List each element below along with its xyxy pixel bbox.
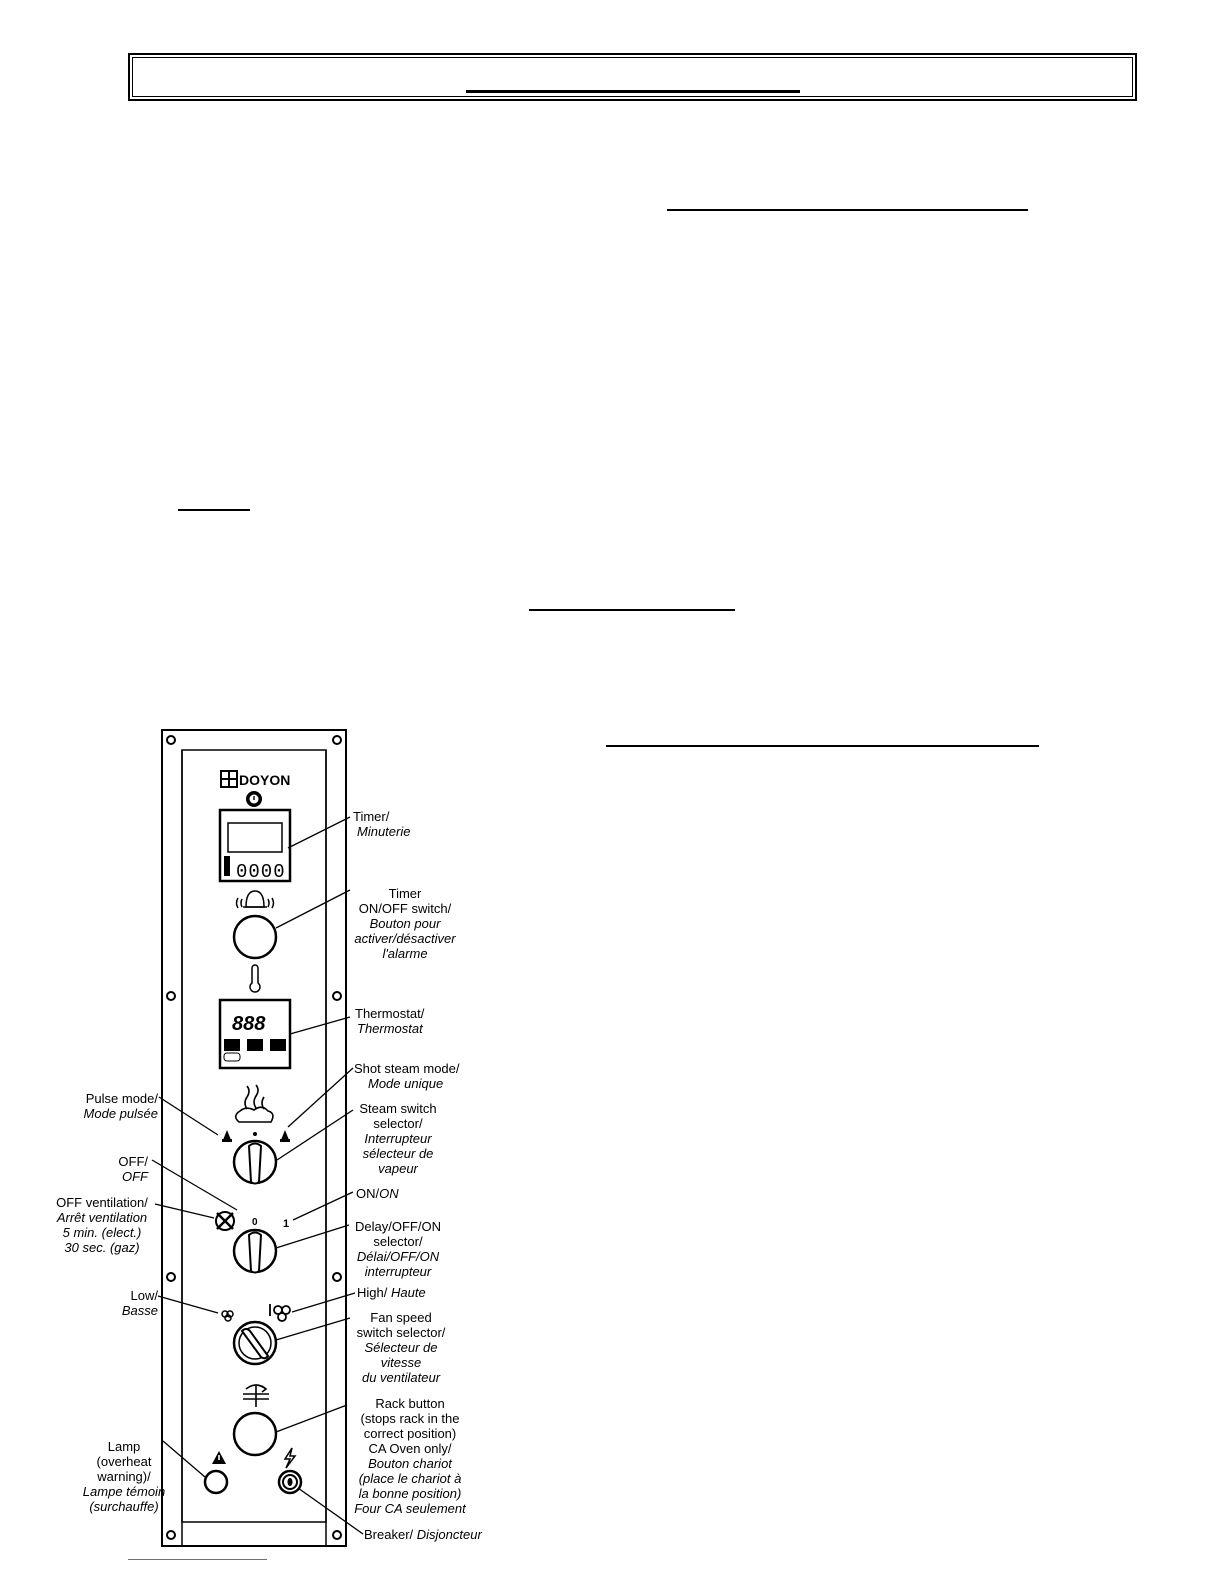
pulse-mode-icon [222,1130,232,1142]
lamp-label [66,1439,182,1514]
breaker-label-en: Breaker/ [364,1527,414,1542]
on-label-fr: ON [379,1186,399,1201]
rack-button-label [346,1396,474,1516]
rack-button-label-line: Four CA seulement [354,1501,466,1516]
timer-switch-label-line: Timer [388,886,422,901]
screw-hole [333,1273,341,1281]
steam-icon [236,1085,273,1122]
delay-selector-label [346,1219,450,1279]
low-label-en: Low/ [130,1288,158,1303]
lamp-label-line: warning)/ [97,1469,151,1484]
low-label [100,1288,158,1318]
screw-hole [333,992,341,1000]
breaker-label-fr: Disjoncteur [416,1527,482,1542]
off-ventilation-label-line: OFF ventilation/ [56,1195,148,1210]
fan-high-icon [270,1304,290,1321]
fan-selector-label-line: switch selector/ [356,1325,446,1340]
rack-button-label-line: Rack button [375,1396,445,1411]
overheat-lamp [205,1471,227,1493]
shot-steam-label [354,1061,460,1091]
lamp-label-line: (overheat [96,1454,152,1469]
shot-steam-label-fr: Mode unique [368,1076,444,1091]
fan-low-icon [222,1311,233,1321]
screw-hole [167,736,175,744]
screw-hole [167,992,175,1000]
thermometer-icon [250,965,260,992]
off-ventilation-label-line: 30 sec. (gaz) [64,1240,140,1255]
timer-switch-label-line: l'alarme [382,946,428,961]
clock-icon [246,791,262,807]
screw-hole [167,1273,175,1281]
pulse-mode-label [60,1091,158,1121]
thermostat-label-fr: Thermostat [357,1021,423,1036]
doyon-logo [221,771,290,788]
brand-text: DOYON [239,772,291,788]
rack-button-label-line: (stops rack in the [360,1411,460,1426]
thermostat-label-en: Thermostat/ [355,1006,425,1021]
fan-selector-label [348,1310,454,1385]
timer-label [353,809,410,839]
timer-switch-label-line: Bouton pour [369,916,441,931]
fan-selector-label-line: Fan speed [370,1310,432,1325]
on-label-en: ON/ [356,1186,380,1201]
high-label-en: High/ [357,1285,388,1300]
timer-display [220,810,290,883]
delay-selector-label-line: selector/ [373,1234,423,1249]
pulse-mode-label-fr: Mode pulsée [83,1106,158,1121]
thermostat-display [220,1000,290,1068]
on-label [356,1186,399,1201]
delay-selector-label-line: interrupteur [364,1264,432,1279]
steam-selector-label-line: selector/ [373,1116,423,1131]
warning-icon [212,1451,226,1464]
off-label-en: OFF/ [118,1154,148,1169]
off-label [100,1154,148,1184]
fan-selector-label-line: vitesse [380,1355,422,1370]
steam-selector-label-line: sélecteur de [362,1146,434,1161]
screw-hole [167,1531,175,1539]
fan-off-icon [216,1212,234,1230]
rack-button-label-line: correct position) [363,1426,457,1441]
breaker-label [364,1527,482,1542]
bell-icon [237,891,274,908]
steam-selector-label [350,1101,446,1176]
delay-selector-label-line: Delay/OFF/ON [355,1219,441,1234]
off-mark: 0 [252,1217,258,1228]
off-ventilation-label [46,1195,158,1255]
rack-button-label-line: CA Oven only/ [368,1441,452,1456]
high-label [357,1285,426,1300]
pulse-mode-label-en: Pulse mode/ [85,1091,158,1106]
timer-switch-label [346,886,464,961]
screw-hole [333,1531,341,1539]
delay-selector-label-line: Délai/OFF/ON [356,1249,440,1264]
timer-label-fr: Minuterie [357,824,411,839]
steam-selector-label-line: vapeur [378,1161,418,1176]
shot-steam-icon [280,1130,290,1142]
delay-selector-knob[interactable] [234,1230,276,1273]
shot-steam-label-en: Shot steam mode/ [354,1061,460,1076]
lightning-icon [285,1448,295,1468]
lamp-label-line: (surchauffe) [89,1499,159,1514]
on-mark: 1 [283,1218,290,1230]
rack-rotate-icon [243,1385,269,1407]
timer-switch-label-line: activer/désactiver [354,931,456,946]
off-ventilation-label-line: 5 min. (elect.) [62,1225,142,1240]
thermostat-label [355,1006,424,1036]
rack-button-label-line: la bonne position) [358,1486,462,1501]
breaker-button[interactable] [279,1471,301,1493]
steam-selector-label-line: Steam switch [359,1101,437,1116]
fan-selector-label-line: du ventilateur [361,1370,441,1385]
screw-hole [333,736,341,744]
rack-button[interactable] [234,1413,276,1455]
timer-label-en: Timer/ [353,809,390,824]
steam-selector-knob[interactable] [234,1141,276,1184]
fan-selector-label-line: Sélecteur de [364,1340,438,1355]
rack-button-label-line: (place le chariot à [358,1471,462,1486]
timer-switch-label-line: ON/OFF switch/ [358,901,452,916]
off-ventilation-label-line: Arrêt ventilation [56,1210,148,1225]
lamp-label-line: Lampe témoin [82,1484,166,1499]
high-label-fr: Haute [390,1285,426,1300]
steam-selector-label-line: Interrupteur [364,1131,432,1146]
low-label-fr: Basse [121,1303,158,1318]
fan-speed-knob[interactable] [234,1322,276,1364]
thermostat-digits: 888 [232,1013,266,1035]
off-label-fr: OFF [122,1169,148,1184]
timer-switch-button[interactable] [234,916,276,958]
rack-button-label-line: Bouton chariot [368,1456,452,1471]
timer-digits: 0000 [236,861,286,883]
lamp-label-line: Lamp [107,1439,141,1454]
